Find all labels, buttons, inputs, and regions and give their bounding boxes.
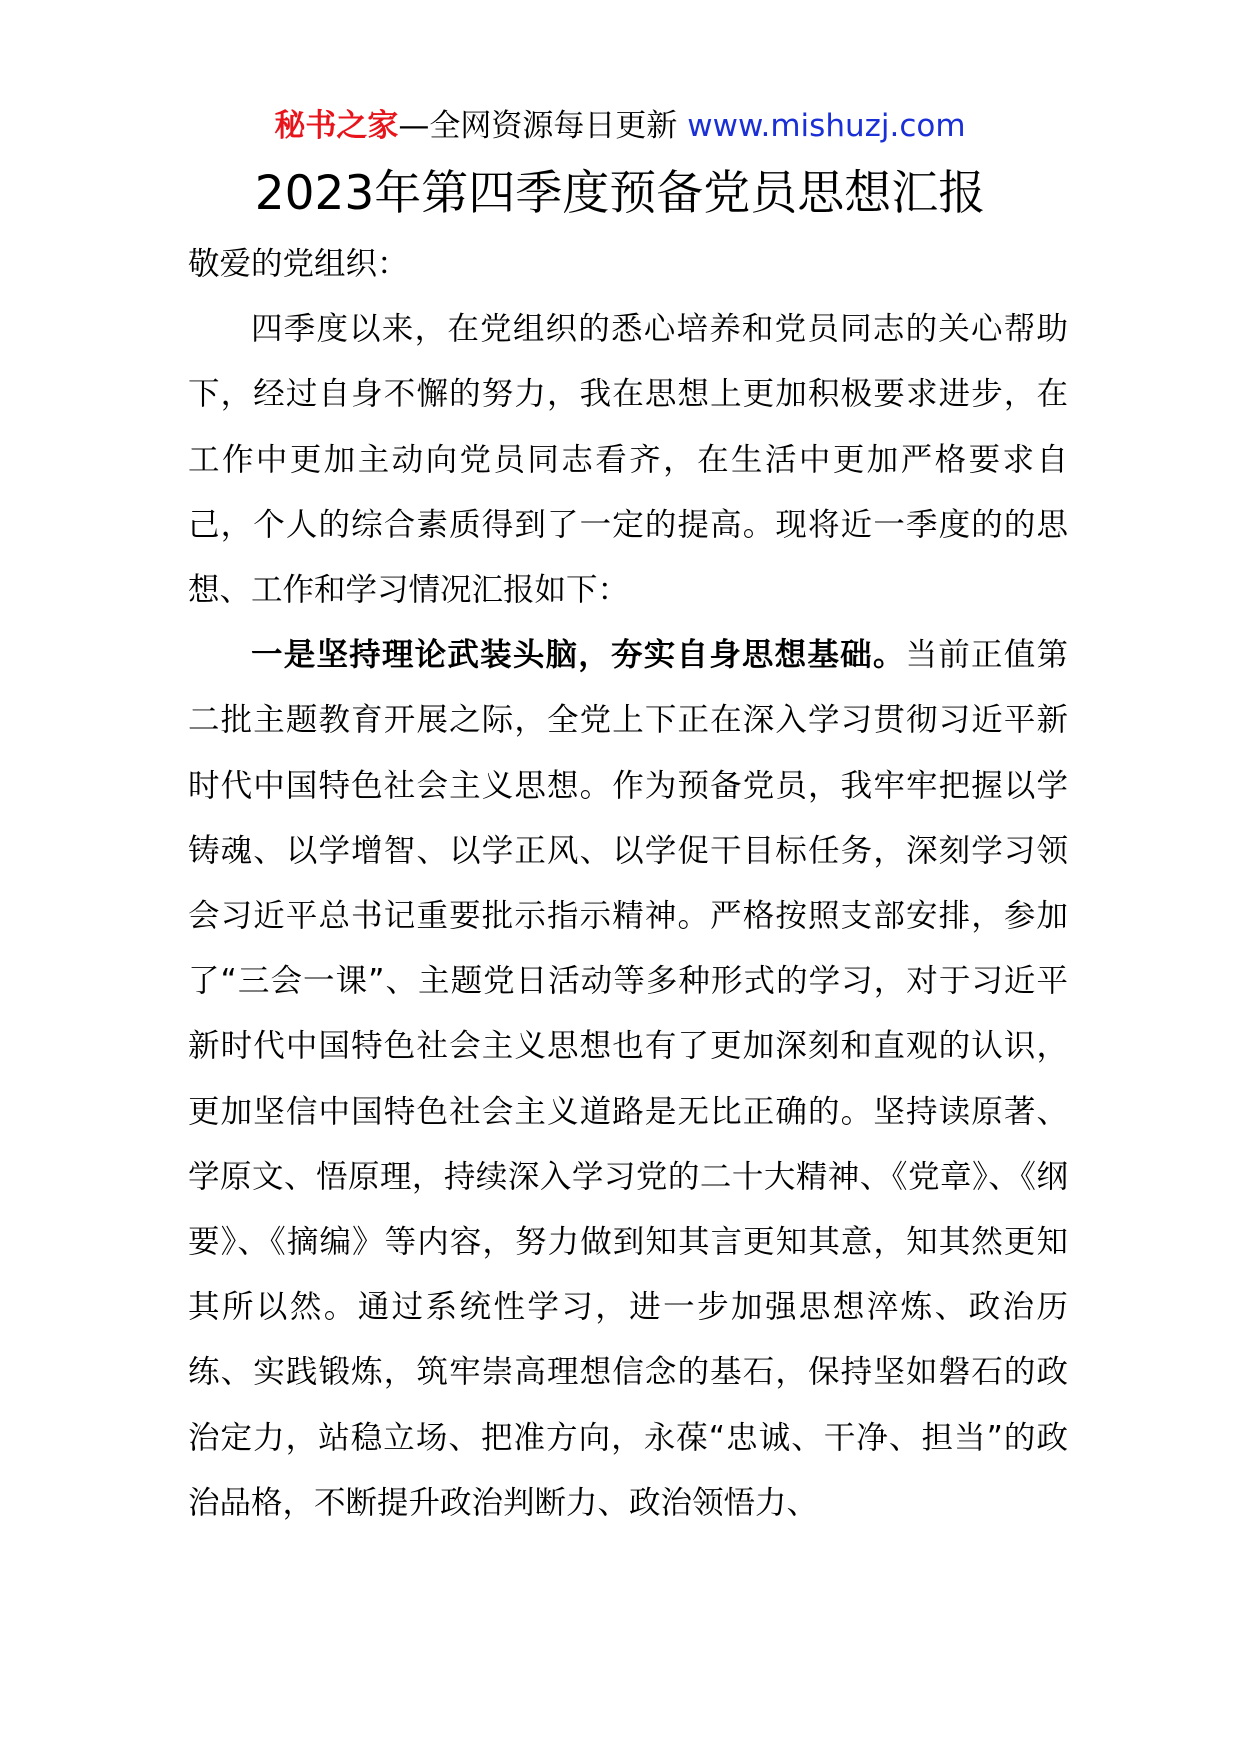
document-title: 2023年第四季度预备党员思想汇报 (254, 166, 986, 221)
paragraph-theory (188, 623, 1068, 1536)
header-banner (0, 104, 1240, 148)
brand-name: 秘书之家 (274, 108, 399, 144)
paragraph-intro: 四季度以来，在党组织的悉心培养和党员同志的关心帮助下，经过自身不懈的努力，我在思想上更加积极要求进步，在工作中更加主动向党员同志看齐，在生活中更加严格要求自己，个人的综合素质得到了一定的提高。现将近一季度的的思想、工作和学习情况汇报如下： (188, 311, 1068, 609)
document-body (188, 232, 1068, 1536)
paragraph-heading: 一是坚持理论武装头脑，夯实自身思想基础。 (251, 637, 906, 674)
salutation: 敬爱的党组织： (188, 246, 409, 282)
paragraph-theory-body: 当前正值第二批主题教育开展之际，全党上下正在深入学习贯彻习近平新时代中国特色社会主义思想。作为预备党员，我牢牢把握以学铸魂、以学增智、以学正风、以学促干目标任务，深刻学习领会习近平总书记重要批示指示精神。严格按照支部安排，参加了“三会一课”、主题党日活动等多种形式的学习，对于习近平新时代中国特色社会主义思想也有了更加深刻和直观的认识，更加坚信中国特色社会主义道路是无比正确的。坚持读原著、学原文、悟原理，持续深入学习党的二十大精神、《党章》、《纲要》、《摘编》等内容，努力做到知其言更知其意，知其然更知其所以然。通过系统性学习，进一步加强思想淬炼、政治历练、实践锻炼，筑牢崇高理想信念的基石，保持坚如磐石的政治定力，站稳立场、把准方向，永葆“忠诚、干净、担当”的政治品格，不断提升政治判断力、政治领悟力、 (188, 637, 1068, 1521)
header-tagline: —全网资源每日更新 (398, 108, 688, 144)
site-url-link[interactable]: www.mishuzj.com (687, 108, 966, 144)
